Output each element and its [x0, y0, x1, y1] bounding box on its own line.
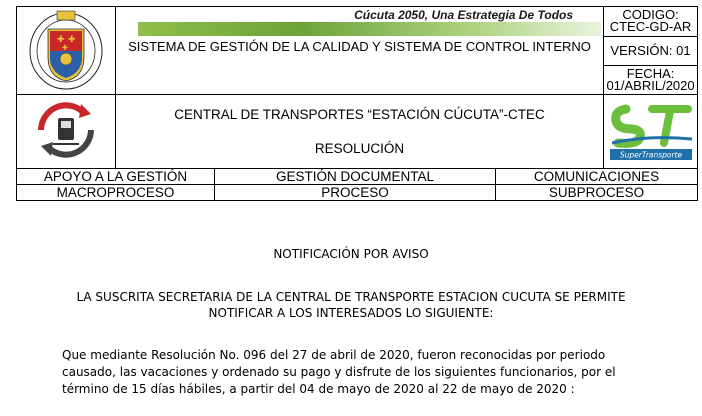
date-cell — [604, 66, 698, 95]
slogan-band-stripe — [138, 22, 601, 36]
slogan-band — [118, 7, 601, 36]
paragraph-line-3: término de 15 días hábiles, a partir del 04 de mayo de 2020 al 22 de mayo de 2020 : — [62, 382, 575, 396]
date-value: 01/ABRIL/2020 — [606, 78, 695, 93]
slogan-band-cell — [116, 7, 604, 37]
slogan-text: Cúcuta 2050, Una Estrategia De Todos — [354, 8, 574, 22]
macroprocess-label: MACROPROCESO — [17, 185, 215, 201]
intro-line-1: LA SUSCRITA SECRETARIA DE LA CENTRAL DE TRANSPORTE ESTACION CUCUTA SE PERMITE — [76, 290, 626, 304]
supertransporte-caption: SuperTransporte — [619, 150, 682, 160]
ctec-logo — [31, 100, 101, 160]
paragraph-line-1: Que mediante Resolución No. 096 del 27 de abril de 2020, fueron reconocidas por periodo — [62, 348, 606, 362]
code-cell: CODIGO: CTEC-GD-AR — [604, 7, 698, 37]
document-type: RESOLUCIÓN — [314, 141, 405, 156]
svg-text:✚: ✚ — [62, 44, 68, 52]
process-value: GESTIÓN DOCUMENTAL — [215, 169, 496, 185]
version-cell: VERSIÓN: 01 — [604, 36, 698, 66]
header-table — [16, 6, 698, 201]
city-seal-logo — [26, 7, 106, 91]
date-label: FECHA: — [626, 66, 675, 81]
entity-cell — [116, 95, 604, 169]
subprocess-value: COMUNICACIONES — [496, 169, 698, 185]
intro-line-2: NOTIFICAR A LOS INTERESADOS LO SIGUIENTE: — [208, 306, 494, 320]
svg-text:✚: ✚ — [57, 35, 65, 45]
supertransporte-logo-cell — [604, 95, 698, 169]
entity-name: CENTRAL DE TRANSPORTES “ESTACIÓN CÚCUTA”-CTEC — [174, 107, 545, 122]
supertransporte-logo — [608, 99, 694, 161]
paragraph-line-2: causado, las vacaciones y ordenado su pago y disfrute de los siguientes funcionarios, por el — [62, 365, 616, 379]
city-seal-logo-cell — [17, 7, 116, 95]
macroprocess-value: APOYO A LA GESTIÓN — [17, 169, 215, 185]
svg-text:✚: ✚ — [68, 35, 76, 45]
subprocess-label: SUBPROCESO — [496, 185, 698, 201]
system-title: SISTEMA DE GESTIÓN DE LA CALIDAD Y SISTEMA DE CONTROL INTERNO — [116, 36, 604, 95]
ctec-logo-cell — [17, 95, 116, 169]
notice-heading: NOTIFICACIÓN POR AVISO — [273, 247, 429, 261]
process-label: PROCESO — [215, 185, 496, 201]
